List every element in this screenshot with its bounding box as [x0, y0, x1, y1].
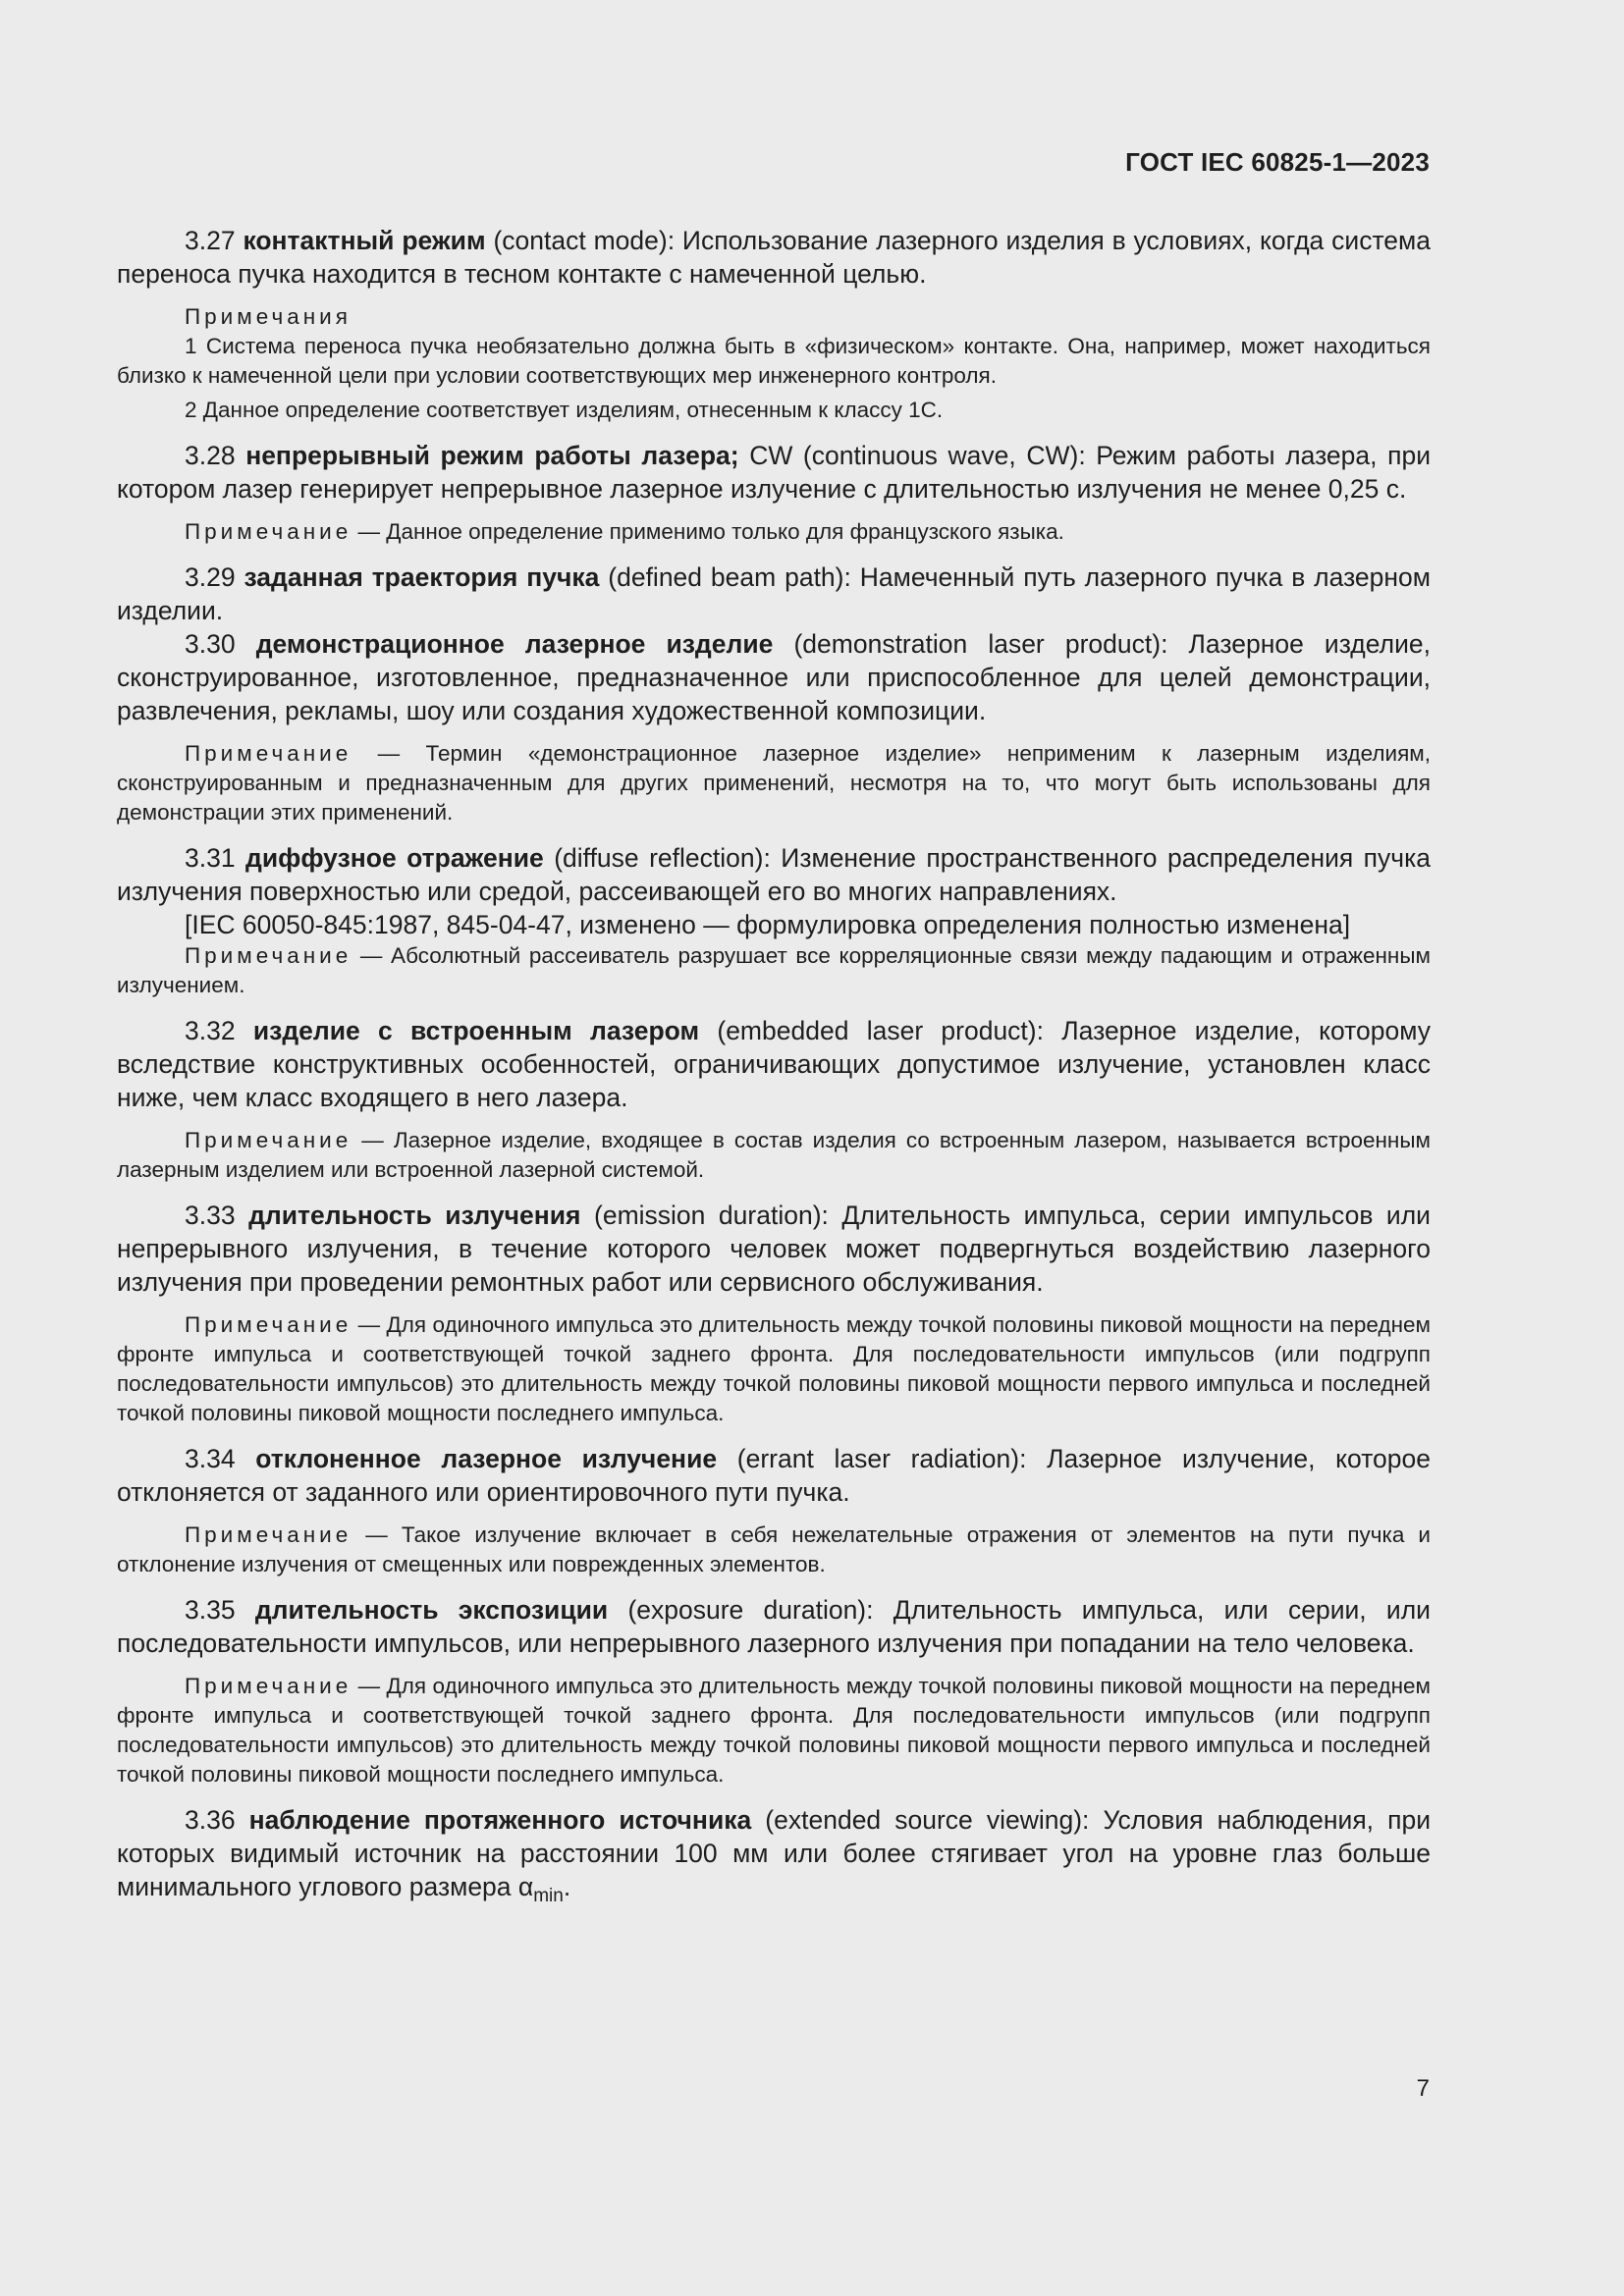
- note-label: Примечание: [185, 1522, 352, 1547]
- term-name: демонстрационное лазерное изделие: [255, 629, 774, 659]
- term-number: 3.29: [185, 562, 236, 592]
- term-3-29: [117, 561, 1431, 627]
- term-name: диффузное отражение: [245, 843, 544, 873]
- note-label: Примечание: [185, 741, 352, 766]
- term-definition: (diffuse reflection): Изменение пространственного распределения пучка излучения поверхностью или средой, рассеивающей его во многих направлениях.: [117, 843, 1432, 906]
- term-3-35: [117, 1593, 1431, 1660]
- term-definition: (extended source viewing): Условия наблюдения, при которых видимый источник на расстоянии 100 мм или более стягивает угол на уровне глаз больше минимального углового размера: [117, 1805, 1431, 1901]
- note-3-35: [117, 1672, 1431, 1789]
- term-definition: (embedded laser product): Лазерное изделие, которому вследствие конструктивных особенностей, ограничивающих допустимое излучение, установлен класс ниже, чем класс входящего в него лазера.: [117, 1016, 1431, 1112]
- note-label: Примечание: [185, 943, 352, 968]
- term-3-28: [117, 439, 1431, 506]
- note-3-34: [117, 1521, 1431, 1579]
- document-body: [117, 224, 1431, 1913]
- sentence-end: .: [563, 1872, 571, 1901]
- term-definition: (contact mode): Использование лазерного изделия в условиях, когда система переноса пучка находится в тесном контакте с намеченной целью.: [117, 226, 1431, 289]
- alpha-subscript: min: [533, 1886, 564, 1906]
- term-3-27: [117, 224, 1431, 291]
- term-definition: (errant laser radiation): Лазерное излучение, которое отклоняется от заданного или ориентировочного пути пучка.: [117, 1444, 1431, 1507]
- term-source-reference: [IEC 60050-845:1987, 845-04-47, изменено — формулировка определения полностью изменена]: [185, 910, 1351, 939]
- term-number: 3.33: [185, 1201, 236, 1230]
- note-3-31: [117, 941, 1431, 1000]
- term-number: 3.28: [185, 441, 236, 470]
- term-definition: CW (continuous wave, CW): Режим работы лазера, при котором лазер генерирует непрерывное лазерное излучение с длительностью излучения не менее 0,25 с.: [117, 441, 1431, 504]
- term-3-33: [117, 1199, 1431, 1299]
- term-3-32: [117, 1014, 1431, 1114]
- document-header: ГОСТ IEC 60825-1—2023: [1125, 147, 1430, 177]
- term-number: 3.35: [185, 1595, 236, 1625]
- term-definition: (demonstration laser product): Лазерное изделие, сконструированное, изготовленное, предназначенное или приспособленное для целей демонстрации, развлечения, рекламы, шоу или создания художественной композиции.: [117, 629, 1431, 725]
- term-name: изделие с встроенным лазером: [252, 1016, 700, 1045]
- term-name: отклоненное лазерное излучение: [255, 1444, 718, 1473]
- term-name: заданная траектория пучка: [244, 562, 600, 592]
- note-3-32: [117, 1126, 1431, 1185]
- term-number: 3.34: [185, 1444, 236, 1473]
- note-3-33: [117, 1310, 1431, 1428]
- notes-title: Примечания: [185, 304, 352, 329]
- term-number: 3.36: [185, 1805, 236, 1835]
- note-item: 2 Данное определение соответствует изделиям, отнесенным к классу 1С.: [185, 398, 944, 422]
- note-item: 1 Система переноса пучка необязательно должна быть в «физическом» контакте. Она, например, может находиться близко к намеченной цели при условии соответствующих мер инженерного контроля.: [117, 334, 1431, 388]
- term-definition: (emission duration): Длительность импульса, серии импульсов или непрерывного излучения, в течение которого человек может подвергнуться воздействию лазерного излучения при проведении ремонтных работ или сервисного обслуживания.: [117, 1201, 1431, 1297]
- alpha-symbol: α: [517, 1872, 534, 1901]
- note-text: — Лазерное изделие, входящее в состав изделия со встроенным лазером, называется встроенным лазерным изделием или встроенной лазерной системой.: [117, 1128, 1431, 1182]
- term-3-36: [117, 1803, 1431, 1913]
- note-text: — Такое излучение включает в себя нежелательные отражения от элементов на пути пучка и отклонение излучения от смещенных или поврежденных элементов.: [117, 1522, 1431, 1576]
- term-3-31: [117, 841, 1431, 908]
- term-name: длительность излучения: [248, 1201, 581, 1230]
- note-label: Примечание: [185, 1312, 352, 1337]
- note-label: Примечание: [185, 1674, 352, 1698]
- note-3-28: [117, 517, 1431, 547]
- term-number: 3.31: [185, 843, 236, 873]
- note-text: — Абсолютный рассеиватель разрушает все корреляционные связи между падающим и отраженным излучением.: [117, 943, 1431, 997]
- term-name: непрерывный режим работы лазера;: [245, 441, 739, 470]
- note-label: Примечание: [185, 519, 352, 544]
- note-text: — Данное определение применимо только для французского языка.: [352, 519, 1064, 544]
- term-definition: (exposure duration): Длительность импульса, или серии, или последовательности импульсов, или непрерывного лазерного излучения при попадании на тело человека.: [117, 1595, 1431, 1658]
- term-definition: (defined beam path): Намеченный путь лазерного пучка в лазерном изделии.: [117, 562, 1431, 625]
- term-3-30: [117, 627, 1431, 727]
- term-name: длительность экспозиции: [254, 1595, 609, 1625]
- note-label: Примечание: [185, 1128, 352, 1152]
- note-text: — Для одиночного импульса это длительность между точкой половины пиковой мощности на переднем фронте импульса и соответствующей точкой заднего фронта. Для последовательности импульсов (или подгрупп последовательности импульсов) это длительность между точкой половины пиковой мощности первого импульса и последней точкой половины пиковой мощности последнего импульса.: [117, 1674, 1431, 1787]
- note-text: — Для одиночного импульса это длительность между точкой половины пиковой мощности на переднем фронте импульса и соответствующей точкой заднего фронта. Для последовательности импульсов (или подгрупп последовательности импульсов) это длительность между точкой половины пиковой мощности первого импульса и последней точкой половины пиковой мощности последнего импульса.: [117, 1312, 1431, 1425]
- term-name: контактный режим: [243, 226, 486, 255]
- term-number: 3.32: [185, 1016, 236, 1045]
- note-3-30: [117, 739, 1431, 828]
- term-name: наблюдение протяженного источника: [248, 1805, 752, 1835]
- term-number: 3.30: [185, 629, 236, 659]
- term-3-34: [117, 1442, 1431, 1509]
- note-text: — Термин «демонстрационное лазерное изделие» неприменим к лазерным изделиям, сконструированным и предназначенным для других применений, несмотря на то, что могут быть использованы для демонстрации этих применений.: [117, 741, 1431, 825]
- page-number: 7: [1416, 2075, 1430, 2102]
- notes-3-27: [117, 302, 1431, 425]
- term-number: 3.27: [185, 226, 236, 255]
